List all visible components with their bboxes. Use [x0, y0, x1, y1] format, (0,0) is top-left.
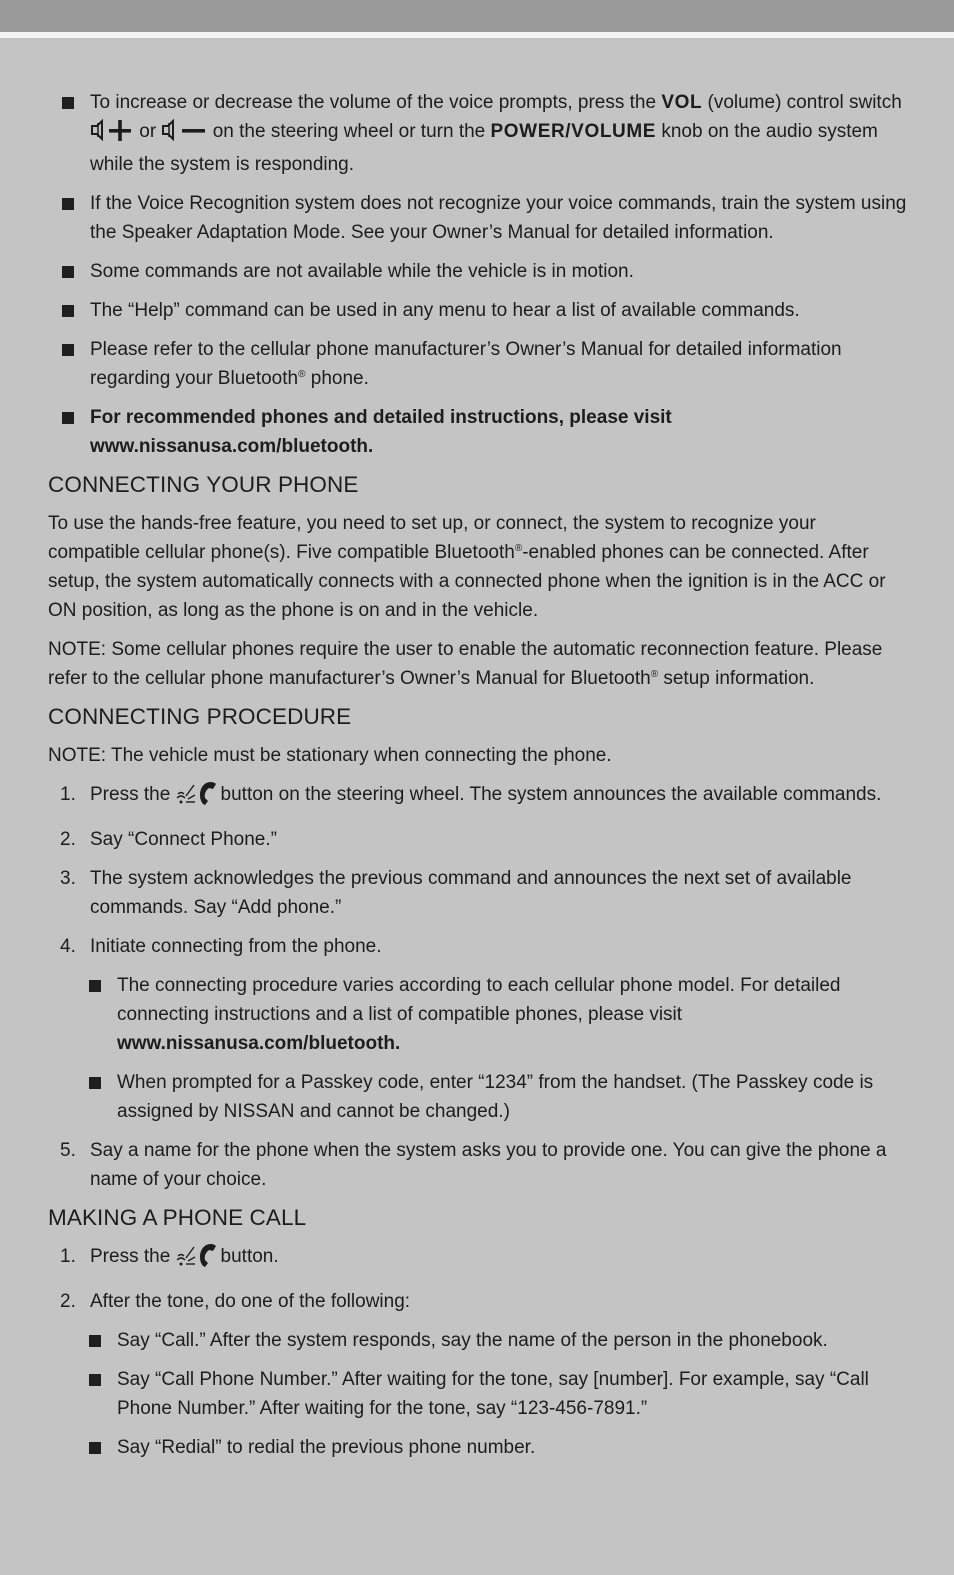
- bullet-recommended: For recommended phones and detailed instructions, please visit www.nissanusa.com/bluetooth.: [48, 403, 910, 461]
- speaker-minus-icon: [161, 119, 207, 150]
- heading-connecting-your-phone: CONNECTING YOUR PHONE: [48, 472, 359, 497]
- call-sub-call: Say “Call.” After the system responds, say the name of the person in the phonebook.: [75, 1326, 910, 1355]
- procedure-step-4: 4. Initiate connecting from the phone.: [60, 936, 382, 957]
- bullet-square-icon: [89, 1335, 101, 1347]
- top-bar: [0, 0, 954, 32]
- registered-mark: ®: [650, 669, 659, 680]
- call-step-1: 1. Press the button.: [48, 1242, 910, 1277]
- bullet-square-icon: [62, 412, 74, 424]
- bluetooth-link[interactable]: www.nissanusa.com/bluetooth.: [117, 1033, 401, 1054]
- bullet-square-icon: [62, 305, 74, 317]
- note-stationary: NOTE: The vehicle must be stationary when connecting the phone.: [48, 745, 612, 766]
- call-sub-redial: Say “Redial” to redial the previous phone number.: [75, 1433, 910, 1462]
- power-volume-label: POWER/VOLUME: [490, 121, 657, 142]
- procedure-step-2: 2. Say “Connect Phone.”: [60, 829, 277, 850]
- bullet-volume: To increase or decrease the volume of the voice prompts, press the VOL (volume) control switch or on the steering wheel or turn the POWER/VOLUME knob on the audio system while the system is responding.: [48, 88, 910, 179]
- speaker-plus-icon: [90, 119, 134, 150]
- procedure-step-3: 3. The system acknowledges the previous command and announces the next set of available commands. Say “Add phone.”: [60, 868, 852, 918]
- bullet-square-icon: [89, 1077, 101, 1089]
- voice-phone-button-icon: [176, 1242, 220, 1277]
- bullet-square-icon: [89, 1442, 101, 1454]
- note-reconnection: NOTE: Some cellular phones require the user to enable the automatic reconnection feature. Please refer to the cellular phone manufacturer’s Owner’s Manual for Bluetooth® setup information.: [48, 639, 883, 689]
- bullet-refer: Please refer to the cellular phone manufacturer’s Owner’s Manual for detailed information regarding your Bluetooth® phone.: [48, 335, 910, 393]
- bullet-help: The “Help” command can be used in any menu to hear a list of available commands.: [48, 296, 910, 325]
- paragraph-connecting: To use the hands-free feature, you need to set up, or connect, the system to recognize your compatible cellular phone(s). Five compatible Bluetooth®-enabled phones can be connected. After setup, the system automatically connects with a connected phone when the ignition is in the ACC or ON position, as long as the phone is on and in the vehicle.: [48, 513, 886, 621]
- procedure-sub-varies: The connecting procedure varies according to each cellular phone model. For detailed connecting instructions and a list of compatible phones, please visit www.nissanusa.com/bluetooth.: [75, 971, 910, 1058]
- bullet-motion: Some commands are not available while the vehicle is in motion.: [48, 257, 910, 286]
- heading-connecting-procedure: CONNECTING PROCEDURE: [48, 704, 352, 729]
- procedure-step-1: 1. Press the button on the steering wheel. The system announces the available commands.: [48, 780, 910, 815]
- bluetooth-link[interactable]: www.nissanusa.com/bluetooth.: [90, 436, 374, 457]
- procedure-step-5: 5. Say a name for the phone when the system asks you to provide one. You can give the phone a name of your choice.: [60, 1140, 887, 1190]
- bullet-train: If the Voice Recognition system does not recognize your voice commands, train the system using the Speaker Adaptation Mode. See your Owner’s Manual for detailed information.: [48, 189, 910, 247]
- bullet-square-icon: [89, 1374, 101, 1386]
- bullet-square-icon: [62, 198, 74, 210]
- call-sub-call-number: Say “Call Phone Number.” After waiting for the tone, say [number]. For example, say “Call Phone Number.” After waiting for the tone, say “123-456-7891.”: [75, 1365, 910, 1423]
- voice-phone-button-icon: [176, 780, 220, 815]
- page: [0, 38, 954, 1575]
- procedure-sub-passkey: When prompted for a Passkey code, enter “1234” from the handset. (The Passkey code is assigned by NISSAN and cannot be changed.): [75, 1068, 910, 1126]
- bullet-square-icon: [62, 344, 74, 356]
- bullet-square-icon: [62, 266, 74, 278]
- registered-mark: ®: [298, 369, 306, 380]
- registered-mark: ®: [514, 543, 523, 554]
- call-step-2: 2. After the tone, do one of the following:: [60, 1291, 411, 1312]
- vol-label: VOL: [661, 92, 703, 113]
- content: [48, 88, 910, 1472]
- bullet-square-icon: [62, 97, 74, 109]
- heading-making-a-phone-call: MAKING A PHONE CALL: [48, 1205, 307, 1230]
- bullet-square-icon: [89, 980, 101, 992]
